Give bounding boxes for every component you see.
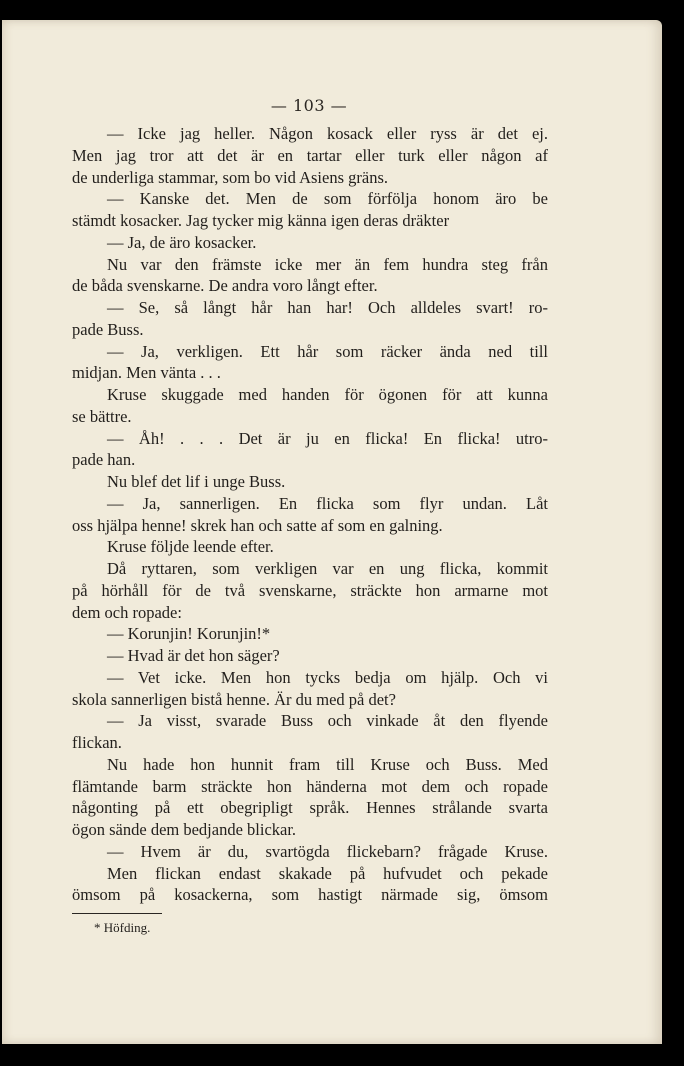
text-line: stämdt kosacker. Jag tycker mig känna igen deras dräkter	[72, 211, 450, 230]
text-line: — Ja, verkligen. Ett hår som räcker ända ned till	[107, 341, 548, 361]
text-line: — Ja, de äro kosacker.	[107, 232, 257, 252]
text-line: pade han.	[72, 450, 136, 470]
text-line: Då ryttaren, som verkligen var en ung flicka, kommit	[107, 559, 548, 578]
paper-sheet	[2, 20, 662, 1044]
text-line: — Ja, sannerligen. En flicka som flyr undan. Låt	[107, 493, 548, 513]
text-line: ömsom på kosackerna, som hastigt närmade sig, ömsom	[72, 885, 548, 905]
footnote-rule	[72, 913, 162, 914]
text-line: Nu blef det lif i unge Buss.	[107, 472, 286, 491]
text-line: dem och ropade:	[72, 602, 182, 622]
text-line: de underliga stammar, som bo vid Asiens gräns.	[72, 167, 388, 187]
text-line: — Åh! . . . Det är ju en flicka! En flicka! utro-	[107, 428, 548, 448]
text-line: — Hvem är du, svartögda flickebarn? frågade Kruse.	[107, 841, 548, 861]
text-line: Nu var den främste icke mer än fem hundra steg från	[107, 254, 548, 274]
text-line: Men jag tror att det är en tartar eller turk eller någon af	[72, 145, 548, 165]
text-line: någonting på ett obegripligt språk. Hennes strålande svarta	[72, 798, 548, 818]
text-line: flickan.	[72, 733, 122, 752]
text-line: pade Buss.	[72, 319, 144, 339]
text-line: de båda svenskarne. De andra voro långt efter.	[72, 276, 378, 296]
text-line: se bättre.	[72, 406, 132, 426]
text-line: — Korunjin! Korunjin!*	[107, 624, 271, 644]
footnote: * Höfding.	[94, 920, 151, 935]
text-line: — Vet icke. Men hon tycks bedja om hjälp. Och vi	[107, 667, 548, 687]
text-line: flämtande barm sträckte hon händerna mot dem och ropade	[72, 776, 548, 796]
text-line: Men flickan endast skakade på hufvudet och pekade	[107, 863, 548, 883]
text-line: ögon sände dem bedjande blickar.	[72, 820, 297, 839]
text-line: — Kanske det. Men de som förfölja honom äro be	[107, 189, 548, 209]
body-text	[72, 123, 548, 906]
text-line: midjan. Men vänta . . .	[72, 363, 221, 383]
page-number: — 103 —	[270, 96, 348, 115]
text-line: Kruse följde leende efter.	[107, 537, 274, 557]
text-line: oss hjälpa henne! skrek han och satte af som en galning.	[72, 515, 443, 535]
text-line: på hörhåll för de två svenskarne, sträckte hon armarne mot	[72, 580, 548, 600]
text-line: — Se, så långt hår han har! Och alldeles svart! ro-	[107, 298, 548, 317]
text-line: — Hvad är det hon säger?	[107, 646, 280, 665]
text-line: Kruse skuggade med handen för ögonen för att kunna	[107, 385, 548, 404]
text-line: — Icke jag heller. Någon kosack eller ryss är det ej.	[107, 124, 548, 143]
text-line: skola sannerligen bistå henne. Är du med på det?	[72, 689, 396, 709]
text-line: — Ja visst, svarade Buss och vinkade åt den flyende	[107, 711, 548, 731]
text-line: Nu hade hon hunnit fram till Kruse och Buss. Med	[107, 754, 548, 774]
